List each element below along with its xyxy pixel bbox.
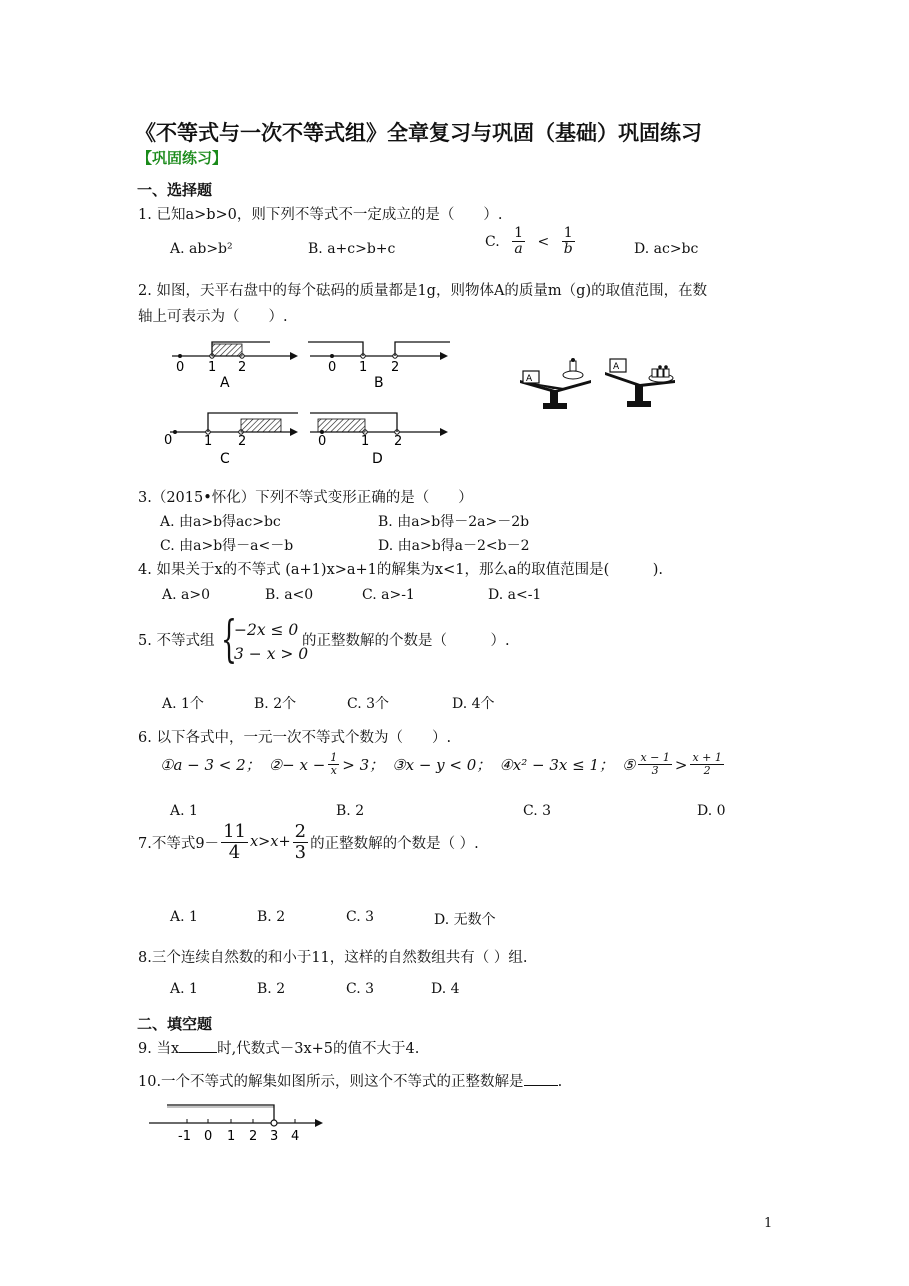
q2-b-label: B (374, 375, 384, 391)
q2-d-tick-0: 0 (318, 434, 327, 449)
q2-a-label: A (220, 375, 230, 391)
question-1: 1. 已知a>b>0，则下列不等式不一定成立的是（ ）. (138, 207, 503, 223)
q7-option-b: B. 2 (257, 909, 286, 925)
q2-option-c-figure (164, 413, 298, 467)
q2-d-tick-1: 1 (361, 434, 370, 449)
q8-option-a: A. 1 (170, 981, 198, 997)
q2-a-tick-0: 0 (176, 360, 185, 375)
q2-option-a-figure (172, 342, 298, 391)
q6-expr-2-pre: ②− x − (268, 755, 326, 774)
q6-expr-5-relation: > (674, 755, 688, 774)
q1-fraction-2 (562, 226, 575, 258)
q1-fraction-1-num: 1 (514, 225, 524, 241)
q4-option-c: C. a>-1 (362, 587, 415, 603)
q6-expr-5-frac-1 (638, 752, 671, 777)
q6-expr-3: ③x − y < 0； (392, 756, 492, 775)
q5-option-d: D. 4个 (452, 696, 495, 712)
page-number: 1 (764, 1216, 773, 1231)
q10-tick-neg1: -1 (178, 1129, 191, 1144)
section-choice-heading: 一、选择题 (137, 181, 213, 199)
q1-fraction-2-num: 1 (562, 226, 575, 242)
question-10 (138, 1070, 562, 1091)
q6-expr-2-num: 1 (330, 751, 338, 764)
q3-option-d: D. 由a>b得a－2<b－2 (378, 538, 530, 554)
q1-option-c (485, 226, 575, 258)
q2-d-label: D (372, 451, 383, 467)
q2-c-tick-2: 2 (238, 434, 247, 449)
q6-expr-1: ①a − 3 < 2； (160, 756, 261, 775)
q10-tick-4: 4 (291, 1129, 300, 1144)
balance-scales-illustration (515, 355, 685, 415)
balance-scale-left (520, 358, 591, 409)
page-title: 《不等式与一次不等式组》全章复习与巩固（基础）巩固练习 (135, 120, 702, 145)
q4-option-a: A. a>0 (162, 587, 210, 603)
q6-expr-5-pre: ⑤ (622, 755, 636, 774)
q6-expressions (160, 752, 727, 777)
q6-expr-5-den-1: 3 (651, 764, 659, 778)
q5-system-line-2: 3 − x > 0 (234, 645, 309, 663)
q7-option-a: A. 1 (170, 909, 198, 925)
q2-b-tick-0: 0 (328, 360, 337, 375)
section-fill-heading: 二、填空题 (137, 1015, 213, 1033)
q1-option-a: A. ab>b² (170, 241, 233, 257)
q7-fraction-1-num: 11 (223, 821, 246, 842)
q5-system (234, 618, 308, 666)
q2-d-tick-2: 2 (394, 434, 403, 449)
q4-option-d: D. a<-1 (488, 587, 542, 603)
question-8: 8.三个连续自然数的和小于11，这样的自然数组共有（ ）组. (138, 950, 528, 966)
q6-expr-2-frac (328, 752, 339, 777)
question-7 (138, 822, 479, 863)
question-2-line-2: 轴上可表示为（ ）. (138, 309, 288, 325)
q2-b-tick-2: 2 (391, 360, 400, 375)
q8-option-d: D. 4 (431, 981, 460, 997)
q4-option-b: B. a<0 (265, 587, 314, 603)
q6-option-c: C. 3 (523, 803, 552, 819)
q7-middle: x>x+ (249, 834, 291, 851)
q5-system-line-1: −2x ≤ 0 (234, 621, 299, 639)
q7-prefix: 7.不等式9－ (138, 835, 220, 852)
q7-fraction-2 (293, 822, 308, 863)
q10-tick-3: 3 (270, 1129, 279, 1144)
q6-option-d: D. 0 (697, 803, 726, 819)
exercise-tag: 【巩固练习】 (137, 149, 228, 167)
q1-option-d: D. ac>bc (634, 241, 699, 257)
q10-prefix: 10.一个不等式的解集如图所示，则这个不等式的正整数解是 (138, 1074, 524, 1090)
q3-option-a: A. 由a>b得ac>bc (160, 514, 281, 530)
question-5-prefix: 5. 不等式组 (138, 633, 215, 649)
q6-expr-2-post: > 3； (342, 756, 385, 775)
question-6: 6. 以下各式中，一元一次不等式个数为（ ）. (138, 730, 452, 746)
q1-fraction-1 (512, 226, 525, 258)
q2-number-line-figures (150, 335, 460, 470)
q6-expr-2-den: x (330, 764, 337, 778)
question-2-line-1: 2. 如图，天平右盘中的每个砝码的质量都是1g，则物体A的质量m（g)的取值范围，在数 (138, 283, 708, 299)
q9-answer-blank (179, 1038, 217, 1053)
q5-brace: { (221, 610, 237, 668)
q7-suffix: 的正整数解的个数是（ ）. (310, 835, 479, 852)
q10-answer-blank (524, 1071, 558, 1086)
left-box-label: A (526, 374, 533, 384)
q2-c-tick-0: 0 (164, 433, 173, 448)
q1-option-c-label: C. (485, 233, 500, 250)
q1-fraction-1-den: a (514, 241, 523, 258)
q3-option-c: C. 由a>b得－a<－b (160, 538, 294, 554)
q1-option-b: B. a+c>b+c (308, 241, 396, 257)
q1-fraction-2-den: b (563, 241, 573, 258)
question-4: 4. 如果关于x的不等式 (a+1)x>a+1的解集为x<1，那么a的取值范围是( ). (138, 562, 664, 578)
q5-option-c: C. 3个 (347, 696, 390, 712)
q8-option-b: B. 2 (257, 981, 286, 997)
q7-fraction-1-den: 4 (228, 841, 241, 863)
q10-number-line (145, 1095, 335, 1145)
q6-expr-4: ④x² − 3x ≤ 1； (499, 756, 614, 775)
q7-option-c: C. 3 (346, 909, 375, 925)
q7-fraction-2-num: 2 (294, 821, 307, 842)
q6-expr-5-den-2: 2 (703, 764, 711, 778)
q10-tick-1: 1 (227, 1129, 236, 1144)
q7-fraction-1 (221, 822, 248, 863)
q6-option-a: A. 1 (170, 803, 198, 819)
q2-a-tick-1: 1 (208, 360, 217, 375)
q8-option-c: C. 3 (346, 981, 375, 997)
q2-a-tick-2: 2 (238, 360, 247, 375)
q2-b-tick-1: 1 (359, 360, 368, 375)
right-box-label: A (613, 362, 620, 372)
q2-c-tick-1: 1 (204, 434, 213, 449)
q9-suffix: 时,代数式－3x+5的值不大于4. (217, 1041, 420, 1057)
q10-suffix: . (557, 1074, 563, 1090)
q10-tick-2: 2 (249, 1129, 258, 1144)
question-3: 3.（2015•怀化）下列不等式变形正确的是（ ） (138, 490, 473, 506)
q5-option-b: B. 2个 (254, 696, 297, 712)
q7-option-d: D. 无数个 (434, 912, 496, 928)
q6-expr-5-frac-2 (690, 752, 723, 777)
q7-fraction-2-den: 3 (294, 841, 307, 863)
q6-expr-5-num-2: x + 1 (692, 751, 722, 764)
q2-option-b-figure (308, 342, 450, 391)
q9-prefix: 9. 当x (138, 1041, 180, 1057)
q10-tick-0: 0 (204, 1129, 213, 1144)
q2-c-label: C (220, 451, 230, 467)
q2-option-d-figure (310, 413, 448, 467)
question-9 (138, 1037, 419, 1058)
q5-option-a: A. 1个 (162, 696, 204, 712)
q6-option-b: B. 2 (336, 803, 365, 819)
q6-expr-5-num-1: x − 1 (640, 751, 670, 764)
q3-option-b: B. 由a>b得－2a>－2b (378, 514, 530, 530)
question-5-suffix: 的正整数解的个数是（ ）. (302, 633, 510, 649)
balance-scale-right (605, 359, 675, 407)
q1-relation: < (537, 233, 550, 250)
